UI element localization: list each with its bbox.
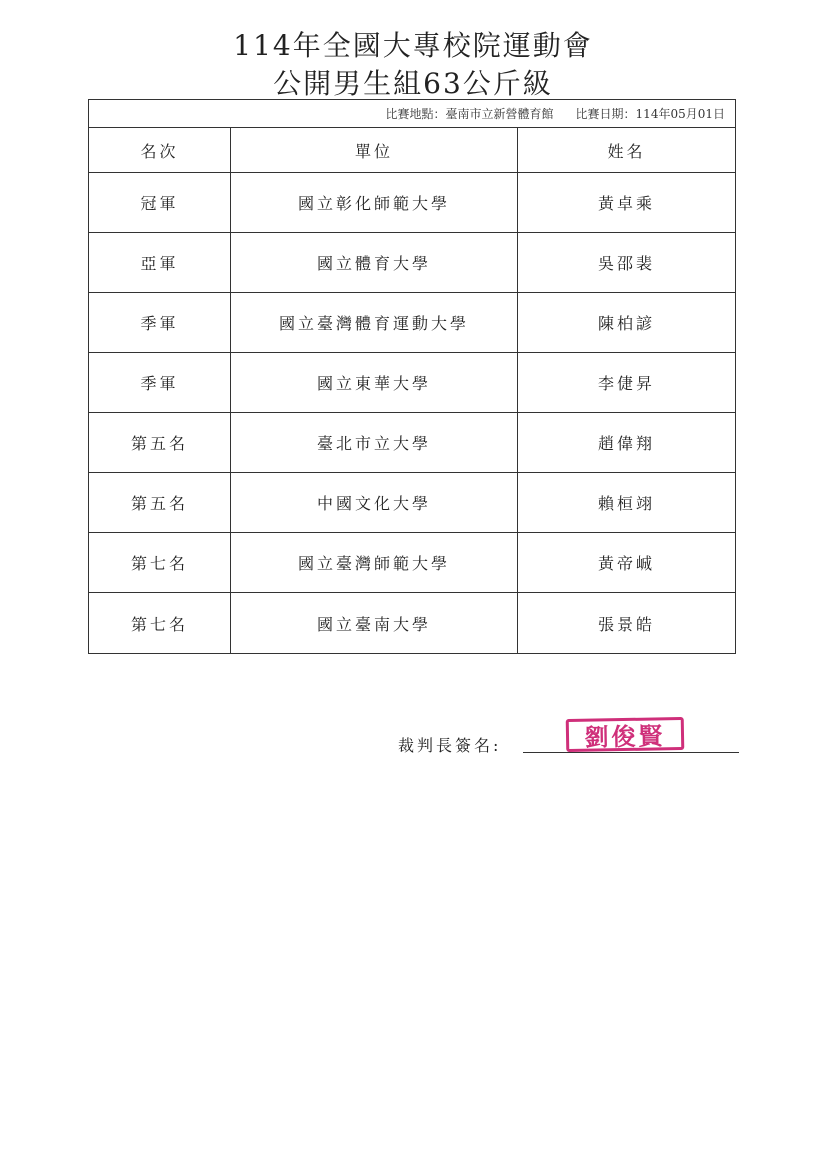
athlete-name-cell: 黃帝峸 <box>597 554 655 573</box>
unit-cell: 國立臺灣師範大學 <box>231 533 518 592</box>
rank-cell: 季軍 <box>89 353 231 412</box>
rank-cell: 季軍 <box>89 293 231 352</box>
table-row <box>89 353 735 413</box>
unit-cell: 國立臺南大學 <box>231 593 518 653</box>
table-row <box>89 293 735 353</box>
unit-cell: 國立臺灣體育運動大學 <box>231 293 518 352</box>
unit-cell: 國立體育大學 <box>231 233 518 292</box>
rank-cell: 冠軍 <box>89 173 231 232</box>
rank-cell: 亞軍 <box>89 233 231 292</box>
table-row <box>89 173 735 233</box>
rank-cell: 第五名 <box>89 413 231 472</box>
signature-label: 裁判長簽名: <box>398 736 502 755</box>
rank-cell: 第七名 <box>89 593 231 653</box>
header-unit: 單位 <box>231 128 518 172</box>
table-row <box>89 473 735 533</box>
athlete-name-cell: 黃卓乘 <box>597 194 655 213</box>
results-table <box>89 128 735 653</box>
date-text: 比賽日期：114年05月01日 <box>575 107 725 121</box>
athlete-name-cell: 張景皓 <box>597 614 655 634</box>
table-row <box>89 533 735 593</box>
athlete-name-cell: 李倢昇 <box>597 374 655 393</box>
table-row <box>89 233 735 293</box>
header-name: 姓名 <box>607 141 646 161</box>
athlete-name-cell: 趙偉翔 <box>597 434 655 453</box>
unit-cell: 國立彰化師範大學 <box>231 173 518 232</box>
athlete-name-cell: 賴桓翊 <box>597 494 655 513</box>
document-subtitle: 公開男生組63公斤級 <box>273 67 553 100</box>
rank-cell: 第五名 <box>89 473 231 532</box>
signature-line <box>523 752 739 753</box>
athlete-name-cell: 陳柏諺 <box>597 314 655 333</box>
unit-cell: 國立東華大學 <box>231 353 518 412</box>
table-row <box>89 413 735 473</box>
unit-cell: 中國文化大學 <box>231 473 518 532</box>
athlete-name-cell: 吳邵裴 <box>597 254 655 273</box>
venue-text: 比賽地點：臺南市立新營體育館 <box>385 107 554 121</box>
table-header-row <box>89 128 735 173</box>
rank-cell: 第七名 <box>89 533 231 592</box>
header-rank: 名次 <box>89 128 231 172</box>
table-row <box>89 593 735 653</box>
event-info-bar <box>89 100 735 128</box>
results-table-frame <box>88 99 736 654</box>
document-title: 114年全國大專校院運動會 <box>233 29 593 62</box>
unit-cell: 臺北市立大學 <box>231 413 518 472</box>
referee-seal-stamp: 劉俊賢 <box>566 717 685 752</box>
